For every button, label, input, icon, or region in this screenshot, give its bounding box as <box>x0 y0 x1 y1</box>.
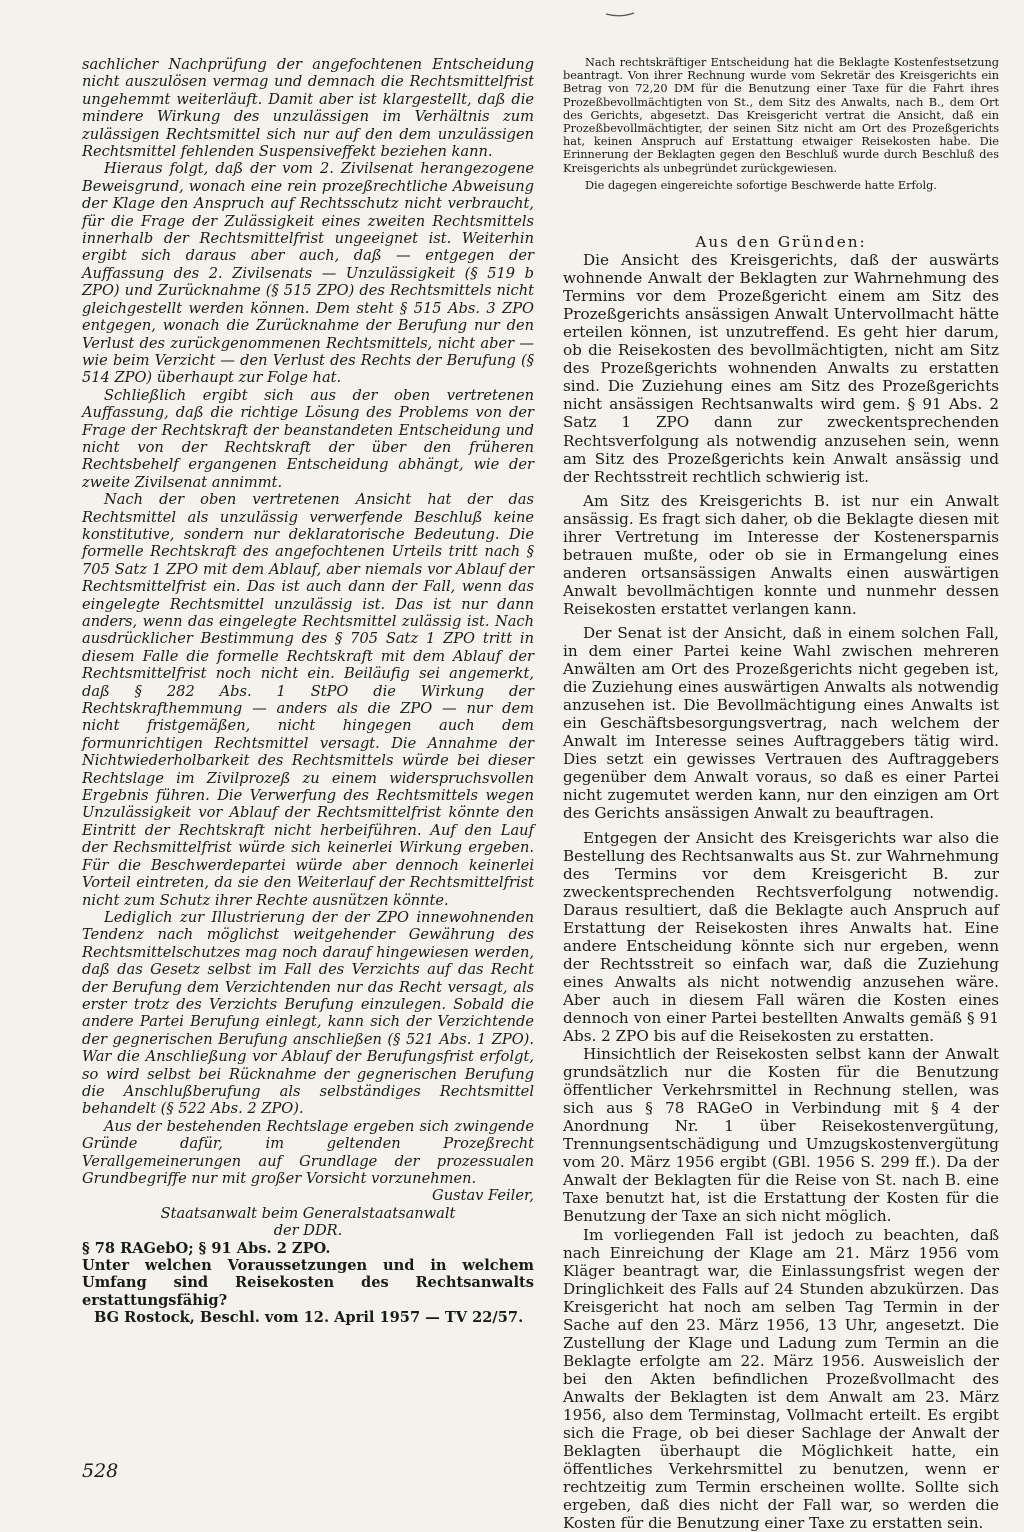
paragraph: Entgegen der Ansicht des Kreisgerichts war also die Bestellung des Rechtsanwalts aus St. zur Wahrnehmung des Termins vor dem Kreisgericht B. zur zweckentsprechenden Rechtsverfolgung notwendig. Daraus resultiert, daß die Beklagte auch Anspruch auf Erstattung der Reisekosten ihres Anwalts hat. Eine andere Entscheidung könnte sich nur ergeben, wenn der Rechtsstreit so einfach war, daß die Zuziehung eines Anwalts als nicht notwendig anzusehen wäre. Aber auch in diesem Fall wären die Kosten eines dennoch von einer Partei bestellten Anwalts gemäß § 91 Abs. 2 ZPO bis auf die Reisekosten zu erstatten. <box>563 828 999 1046</box>
page-number: 528 <box>82 1460 119 1482</box>
paragraph: Hinsichtlich der Reisekosten selbst kann der Anwalt grundsätzlich nur die Kosten für die Benutzung öffentlicher Verkehrsmittel in Rechnung stellen, was sich aus § 78 RAGeO in Verbindung mit § 4 der Anordnung Nr. 1 über Reisekostenvergütung, Trennungsentschädigung und Umzugskostenvergütung vom 20. März 1956 ergibt (GBl. 1956 S. 299 ff.). Da der Anwalt der Beklagten für die Reise von St. nach B. eine Taxe benutzt hat, ist die Erstattung der Kosten für die Benutzung der Taxe an sich nicht möglich. <box>563 1045 999 1226</box>
paragraph: sachlicher Nachprüfung der angefochtenen Entscheidung nicht auszulösen vermag und demnach die Rechtsmittelfrist ungehemmt weiterläuft. Damit aber ist klargestellt, daß die mindere Wirkung des unzulässigen im Verhältnis zum zulässigen Rechtsmittel sich nur auf den dem unzulässigen Rechtsmittel fehlenden Suspensiveffekt beziehen kann. <box>82 56 534 161</box>
left-column <box>82 56 534 1327</box>
paragraph: Der Senat ist der Ansicht, daß in einem solchen Fall, in dem einer Partei keine Wahl zwischen mehreren Anwälten am Ort des Prozeßgerichts nicht gegeben ist, die Zuziehung eines auswärtigen Anwalts als notwendig anzusehen ist. Die Bevollmächtigung eines Anwalts ist ein Geschäftsbesorgungsvertrag, nach welchem der Anwalt im Interesse seines Auftraggebers tätig wird. Dies setzt ein gewisses Vertrauen des Auftraggebers gegenüber dem Anwalt voraus, so daß es einer Partei nicht zugemutet werden kann, nur den einzigen am Ort des Gerichts ansässigen Anwalt zu beauftragen. <box>563 623 999 823</box>
case-headnote: Unter welchen Voraussetzungen und in welchem Umfang sind Reisekosten des Rechtsanwalts erstattungsfähig? <box>82 1257 534 1309</box>
paragraph: Schließlich ergibt sich aus der oben vertretenen Auffassung, daß die richtige Lösung des Problems von der Frage der Rechtskraft der beanstandeten Entscheidung und nicht von der Rechtskraft der über den früheren Rechtsbehelf ergangenen Entscheidung abhängt, wie der zweite Zivilsenat annimmt. <box>82 386 534 491</box>
paragraph: Am Sitz des Kreisgerichts B. ist nur ein Anwalt ansässig. Es fragt sich daher, ob die Beklagte diesen mit ihrer Vertretung im Interesse der Kostenersparnis betrauen mußte, oder ob sie in Ermangelung eines anderen ortsansässigen Anwalts einen auswärtigen Anwalt bevollmächtigen konnte und nunmehr dessen Reisekosten erstattet verlangen kann. <box>563 491 999 618</box>
case-header <box>82 1240 534 1327</box>
right-column <box>563 233 999 1532</box>
facts-section <box>563 56 999 192</box>
signature-title: Staatsanwalt beim Generalstaatsanwalt <box>160 1204 456 1222</box>
paragraph: Hieraus folgt, daß der vom 2. Zivilsenat herangezogene Beweisgrund, wonach eine rein prozeßrechtliche Abweisung der Klage den Anspruch auf Rechtsschutz nicht verbraucht, für die Frage der Zulässigkeit eines zweiten Rechtsmittels innerhalb der Rechtsmittelfrist ungeeignet ist. Weiterhin ergibt sich daraus aber auch, daß — entgegen der Auffassung des 2. Zivilsenats — Unzulässigkeit (§ 519 b ZPO) und Zurücknahme (§ 515 ZPO) des Rechtsmittels nicht gleichgestellt werden können. Dem steht § 515 Abs. 3 ZPO entgegen, wonach die Zurücknahme der Berufung nur den Verlust des zurückgenommenen Rechtsmittels, nicht aber — wie beim Verzicht — den Verlust des Rechts der Berufung (§ 514 ZPO) überhaupt zur Folge hat. <box>82 160 534 387</box>
paragraph: Nach der oben vertretenen Ansicht hat der das Rechtsmittel als unzulässig verwerfende Beschluß keine konstitutive, sondern nur deklaratorische Bedeutung. Die formelle Rechtskraft des angefochtenen Urteils tritt nach § 705 Satz 1 ZPO mit dem Ablauf, aber niemals vor Ablauf der Rechtsmittelfrist ein. Das ist auch dann der Fall, wenn das eingelegte Rechtsmittel unzulässig ist. Das ist nur dann anders, wenn das eingelegte Rechtsmittel zulässig ist. Nach ausdrücklicher Bestimmung des § 705 Satz 1 ZPO tritt in diesem Falle die formelle Rechtskraft mit dem Ablauf der Rechtsmittelfrist noch nicht ein. Beiläufig sei angemerkt, daß § 282 Abs. 1 StPO die Wirkung der Rechtskrafthemmung — anders als die ZPO — nur dem nicht fristgemäßen, nicht hingegen auch dem formunrichtigen Rechtsmittel versagt. Die Annahme der Nichtwiederholbarkeit des Rechtsmittels würde bei dieser Rechtslage im Zivilprozeß zu einem widerspruchsvollen Ergebnis führen. Die Verwerfung des Rechtsmittels wegen Unzulässigkeit vor Ablauf der Rechtsmittelfrist könnte den Eintritt der Rechtskraft nicht herbeiführen. Auf den Lauf der Rechsmittelfrist würde sich keinerlei Wirkung ergeben. Für die Beschwerdepartei würde aber dennoch keinerlei Vorteil eintreten, da sie den Weiterlauf der Rechtsmittelfrist nicht zum Schutz ihrer Rechte ausnützen könnte. <box>82 491 534 909</box>
paragraph: Lediglich zur Illustrierung der der ZPO innewohnenden Tendenz nach möglichst weitgehender Gewährung des Rechtsmittelschutzes mag noch darauf hingewiesen werden, daß das Gesetz selbst im Fall des Verzichts auf das Recht der Berufung dem Verzichtenden nur das Recht versagt, als erster trotz des Verzichts Berufung einzulegen. Sobald die andere Partei Berufung einlegt, kann sich der Verzichtende der gegnerischen Berufung anschließen (§ 521 Abs. 1 ZPO). War die Anschließung vor Ablauf der Berufungsfrist erfolgt, so wird selbst bei Rücknahme der gegnerischen Berufung die Anschlußberufung als selbständiges Rechtsmittel behandelt (§ 522 Abs. 2 ZPO). <box>82 908 534 1118</box>
case-reference: BG Rostock, Beschl. vom 12. April 1957 — TV 22/57. <box>94 1309 524 1327</box>
scan-mark <box>600 2 640 8</box>
facts-paragraph: Nach rechtskräftiger Entscheidung hat die Beklagte Kostenfestsetzung beantragt. Von ihrer Rechnung wurde vom Sekretär des Kreisgerichts ein Betrag von 72,20 DM für die Benutzung einer Taxe für die Fahrt ihres Prozeßbevollmächtigten von St., dem Sitz des Anwalts, nach B., dem Ort des Gerichts, abgesetzt. Das Kreisgericht vertrat die Ansicht, daß ein Prozeßbevollmächtigter, der seinen Sitz nicht am Ort des Prozeßgerichts hat, keinen Anspruch auf Erstattung etwaiger Reisekosten habe. Die Erinnerung der Beklagten gegen den Beschluß wurde durch Beschluß des Kreisgerichts als unbegründet zurückgewiesen. <box>563 56 999 175</box>
signature <box>82 1187 534 1239</box>
paragraph: Aus der bestehenden Rechtslage ergeben sich zwingende Gründe dafür, im geltenden Prozeßrecht Verallgemeinerungen auf Grundlage der prozessualen Grundbegriffe nur mit großer Vorsicht vorzunehmen. <box>82 1117 534 1187</box>
facts-paragraph: Die dagegen eingereichte sofortige Beschwerde hatte Erfolg. <box>585 178 937 192</box>
paragraph: Im vorliegenden Fall ist jedoch zu beachten, daß nach Einreichung der Klage am 21. März 1956 vom Kläger beantragt war, die Einlassungsfrist wegen der Dringlichkeit des Falls auf 24 Stunden abzukürzen. Das Kreisgericht hat noch am selben Tag Termin in der Sache auf den 23. März 1956, 13 Uhr, angesetzt. Die Zustellung der Klage und Ladung zum Termin an die Beklagte erfolgte am 22. März 1956. Ausweislich der bei den Akten befindlichen Prozeßvollmacht des Anwalts der Beklagten ist dem Anwalt am 23. März 1956, also dem Terminstag, Vollmacht erteilt. Es ergibt sich die Frage, ob bei dieser Sachlage der Anwalt der Beklagten überhaupt die Möglichkeit hatte, ein öffentliches Verkehrsmittel zu benutzen, wenn er rechtzeitig zum Termin erscheinen wollte. Sollte sich ergeben, daß dies nicht der Fall war, so werden die Kosten für die Benutzung einer Taxe zu erstatten sein. <box>563 1225 999 1532</box>
case-statutes: § 78 RAGebO; § 91 Abs. 2 ZPO. <box>82 1239 331 1257</box>
signature-name: Gustav Feiler, <box>432 1187 534 1205</box>
section-heading: Aus den Gründen: <box>695 233 867 251</box>
paragraph: Die Ansicht des Kreisgerichts, daß der auswärts wohnende Anwalt der Beklagten zur Wahrnehmung des Termins vor dem Prozeßgericht einem am Sitz des Prozeßgerichts ansässigen Anwalt Untervollmacht hätte erteilen können, ist unzutreffend. Es geht hier darum, ob die Reisekosten des bevollmächtigten, nicht am Sitz des Prozeßgerichts wohnenden Anwalts zu erstatten sind. Die Zuziehung eines am Sitz des Prozeßgerichts nicht ansässigen Rechtsanwalts wird gem. § 91 Abs. 2 Satz 1 ZPO dann zur zweckentsprechenden Rechtsverfolgung als notwendig anzusehen sein, wenn am Sitz des Prozeßgerichts kein Anwalt ansässig und der Rechtsstreit rechtlich schwierig ist. <box>563 251 999 486</box>
signature-title-2: der DDR. <box>273 1222 343 1240</box>
